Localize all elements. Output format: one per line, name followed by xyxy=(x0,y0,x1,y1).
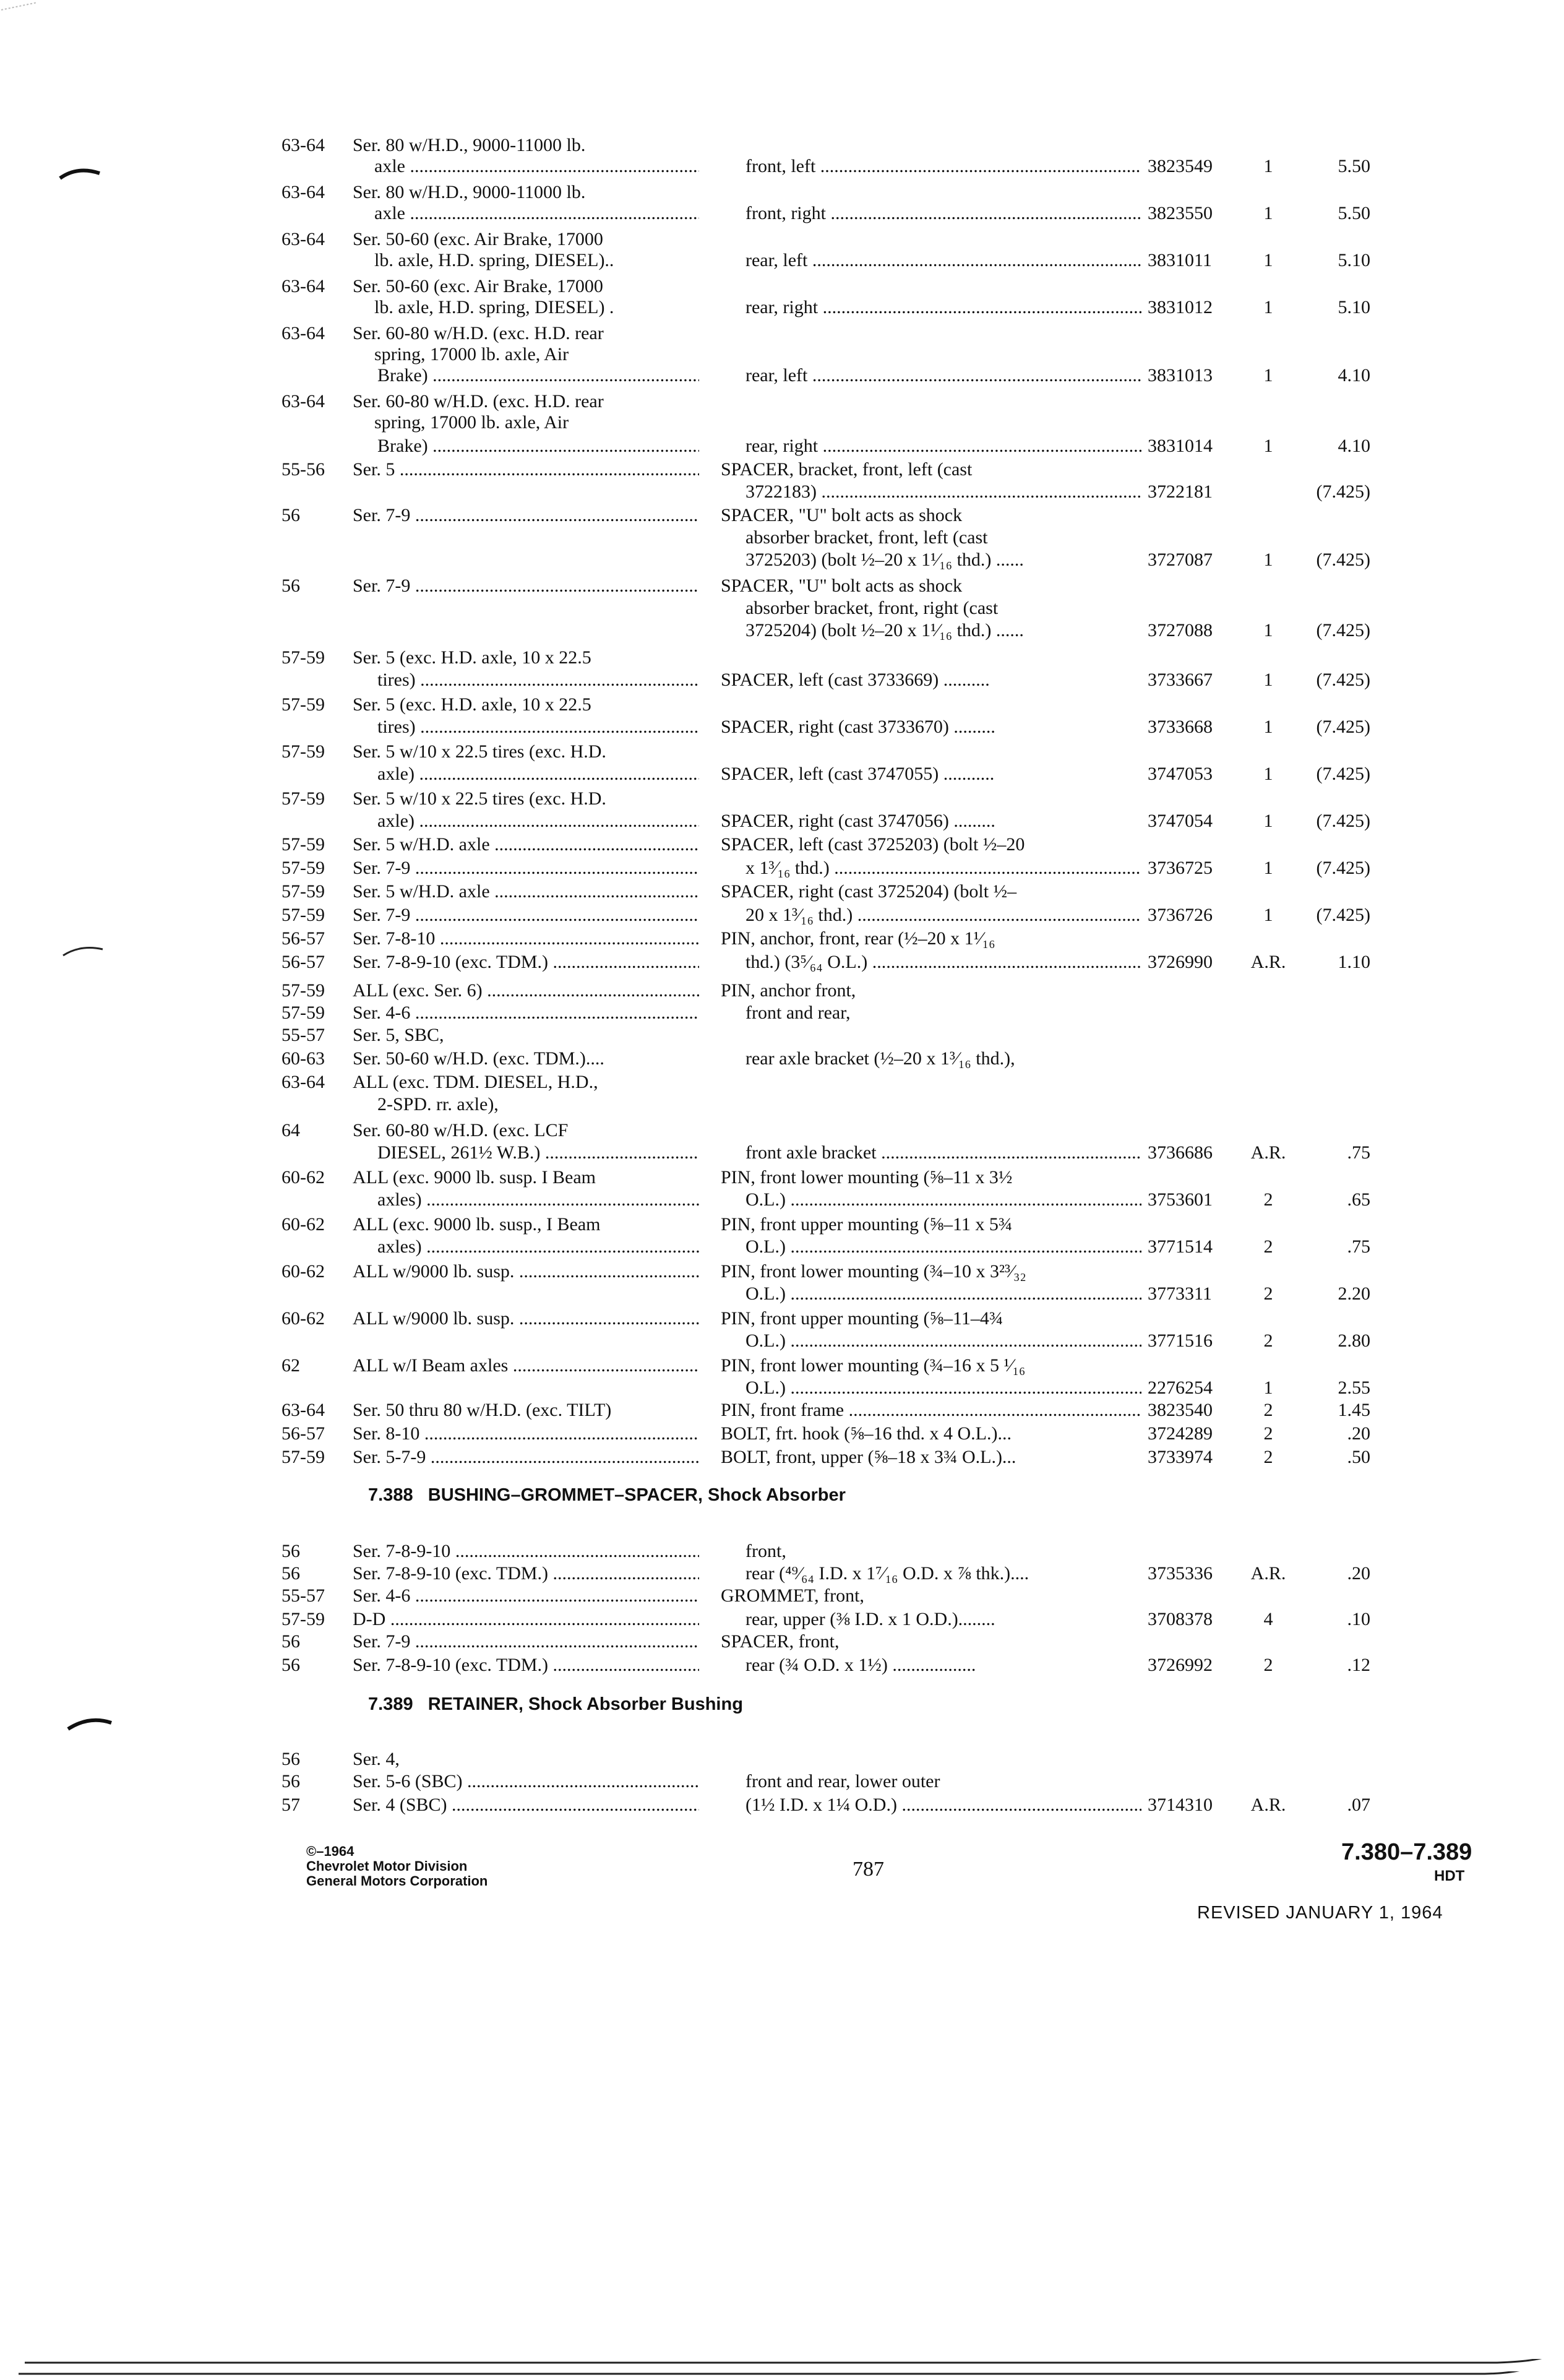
application-description: lb. axle, H.D. spring, DIESEL).. xyxy=(374,250,614,270)
application-description: tires) ..... xyxy=(377,670,699,691)
application-description: Ser. 5-6 (SBC) ..... xyxy=(353,1771,699,1792)
part-number: 3736725 xyxy=(1148,858,1213,878)
application-description: DIESEL, 261½ W.B.) ..... xyxy=(377,1142,699,1163)
application-description: Ser. 5 w/10 x 22.5 tires (exc. H.D. xyxy=(353,741,606,762)
quantity: 1 xyxy=(1263,156,1273,176)
price: (7.425) xyxy=(1316,717,1370,737)
model-years: 60-62 xyxy=(281,1308,325,1329)
part-description: PIN, anchor front, xyxy=(721,980,856,1001)
section-subtitle: Shock Absorber xyxy=(708,1485,846,1505)
application-description: D-D ..... xyxy=(353,1609,699,1630)
part-description: PIN, front lower mounting (¾–16 x 5 ¹⁄₁₆ xyxy=(721,1355,1026,1376)
part-description: PIN, anchor, front, rear (½–20 x 1¹⁄₁₆ xyxy=(721,928,995,949)
quantity: 1 xyxy=(1263,670,1273,690)
copyright-block xyxy=(306,1844,488,1889)
part-number: 3823540 xyxy=(1148,1400,1213,1420)
model-years: 56 xyxy=(281,505,300,525)
part-description: SPACER, "U" bolt acts as shock xyxy=(721,576,963,596)
model-years: 57-59 xyxy=(281,1609,325,1629)
part-number: 3771514 xyxy=(1148,1236,1213,1257)
part-description: 3725204) (bolt ½–20 x 1¹⁄₁₆ thd.) ...... xyxy=(745,620,1024,640)
part-number: 3831013 xyxy=(1148,365,1213,386)
model-years: 57-59 xyxy=(281,858,325,878)
application-description: Ser. 7-8-9-10 (exc. TDM.) ..... xyxy=(353,952,699,973)
part-description: (1½ I.D. x 1¼ O.D.) ..... xyxy=(745,1795,1141,1816)
part-number: 3753601 xyxy=(1148,1189,1213,1210)
application-description: Ser. 4-6 ..... xyxy=(353,1585,699,1606)
application-description: axles) ..... xyxy=(377,1236,699,1257)
price: .12 xyxy=(1347,1655,1370,1675)
copyright-year: ©–1964 xyxy=(306,1843,354,1859)
quantity: A.R. xyxy=(1250,1142,1286,1163)
price: .75 xyxy=(1347,1236,1370,1257)
model-years: 57-59 xyxy=(281,980,325,1001)
part-description: front axle bracket ..... xyxy=(745,1142,1141,1163)
quantity: 1 xyxy=(1263,436,1273,456)
part-description: O.L.) ..... xyxy=(745,1330,1141,1352)
price: .10 xyxy=(1347,1609,1370,1629)
application-description: ALL (exc. 9000 lb. susp., I Beam xyxy=(353,1214,601,1235)
model-years: 63-64 xyxy=(281,135,325,155)
corporation-name: General Motors Corporation xyxy=(306,1873,488,1889)
part-description: front, xyxy=(745,1541,786,1561)
application-description: Ser. 7-8-9-10 (exc. TDM.) ..... xyxy=(353,1563,699,1584)
catalog-code: HDT xyxy=(1434,1868,1465,1884)
quantity: 1 xyxy=(1263,1378,1273,1398)
part-number: 3724289 xyxy=(1148,1423,1213,1444)
part-description: O.L.) ..... xyxy=(745,1378,1141,1399)
application-description: Ser. 7-9 ..... xyxy=(353,858,699,879)
section-number: 7.389 xyxy=(368,1694,413,1714)
price: 2.55 xyxy=(1338,1378,1370,1398)
section-title: RETAINER, xyxy=(428,1694,523,1714)
price: 5.10 xyxy=(1338,297,1370,317)
model-years: 56-57 xyxy=(281,928,325,949)
quantity: 1 xyxy=(1263,365,1273,386)
price: (7.425) xyxy=(1316,670,1370,690)
price: .07 xyxy=(1347,1795,1370,1815)
part-description: PIN, front frame ..... xyxy=(721,1400,1141,1421)
section-heading-7388 xyxy=(368,1485,846,1506)
application-description: Ser. 80 w/H.D., 9000-11000 lb. xyxy=(353,182,586,202)
quantity: 1 xyxy=(1263,250,1273,270)
application-description: Ser. 5 w/H.D. axle ..... xyxy=(353,834,699,855)
quantity: 2 xyxy=(1263,1423,1273,1444)
price: (7.425) xyxy=(1316,550,1370,570)
application-description: Ser. 7-9 ..... xyxy=(353,905,699,926)
part-number: 3773311 xyxy=(1148,1283,1212,1304)
part-description: rear axle bracket (½–20 x 1³⁄₁₆ thd.), xyxy=(745,1048,1015,1069)
application-description: axles) ..... xyxy=(377,1189,699,1210)
model-years: 63-64 xyxy=(281,1072,325,1092)
section-heading-7389 xyxy=(368,1694,743,1715)
application-description: Ser. 50-60 (exc. Air Brake, 17000 xyxy=(353,229,603,249)
part-description: PIN, front upper mounting (⅝–11 x 5¾ xyxy=(721,1214,1013,1235)
part-description: PIN, front lower mounting (¾–10 x 3²³⁄₃₂ xyxy=(721,1261,1026,1282)
price: 5.50 xyxy=(1338,156,1370,176)
quantity: 2 xyxy=(1263,1189,1273,1210)
revised-date: REVISED JANUARY 1, 1964 xyxy=(1197,1903,1443,1923)
model-years: 56 xyxy=(281,1631,300,1652)
part-description: SPACER, left (cast 3733669) .......... xyxy=(721,670,990,690)
part-number: 3823549 xyxy=(1148,156,1213,176)
bottom-rule xyxy=(0,2352,1564,2358)
price: (7.425) xyxy=(1316,905,1370,925)
model-years: 56 xyxy=(281,576,300,596)
application-description: Ser. 5, SBC, xyxy=(353,1025,444,1045)
quantity: A.R. xyxy=(1250,1795,1286,1815)
part-description: SPACER, front, xyxy=(721,1631,840,1652)
part-number: 3831014 xyxy=(1148,436,1213,456)
application-description: ALL w/9000 lb. susp. ..... xyxy=(353,1308,699,1329)
quantity: 1 xyxy=(1263,905,1273,925)
section-subtitle: Shock Absorber Bushing xyxy=(528,1694,743,1714)
model-years: 57-59 xyxy=(281,647,325,668)
model-years: 63-64 xyxy=(281,229,325,249)
price: .20 xyxy=(1347,1423,1370,1444)
application-description: Ser. 50-60 w/H.D. (exc. TDM.).... xyxy=(353,1048,604,1069)
model-years: 56-57 xyxy=(281,952,325,972)
model-years: 56 xyxy=(281,1749,300,1769)
model-years: 63-64 xyxy=(281,276,325,296)
model-years: 57-59 xyxy=(281,741,325,762)
left-margin-mark xyxy=(62,939,105,958)
quantity: 1 xyxy=(1263,620,1273,640)
quantity: 2 xyxy=(1263,1236,1273,1257)
part-description: SPACER, right (cast 3725204) (bolt ½– xyxy=(721,881,1017,902)
application-description: axle ..... xyxy=(374,203,699,224)
application-description: Ser. 8-10 ..... xyxy=(353,1423,699,1444)
model-years: 55-57 xyxy=(281,1585,325,1606)
price: 2.80 xyxy=(1338,1330,1370,1351)
price: 1.10 xyxy=(1338,952,1370,972)
application-description: Ser. 7-8-9-10 ..... xyxy=(353,1541,699,1562)
model-years: 63-64 xyxy=(281,182,325,202)
price: (7.425) xyxy=(1316,811,1370,831)
part-description: BOLT, frt. hook (⅝–16 thd. x 4 O.L.)... xyxy=(721,1423,1012,1444)
model-years: 56 xyxy=(281,1655,300,1675)
part-description: front and rear, lower outer xyxy=(745,1771,940,1791)
bottom-rule-line xyxy=(25,2359,1559,2368)
part-description: GROMMET, front, xyxy=(721,1585,864,1606)
price: (7.425) xyxy=(1316,764,1370,784)
application-description: Ser. 5 (exc. H.D. axle, 10 x 22.5 xyxy=(353,694,591,715)
application-description: tires) ..... xyxy=(377,717,699,738)
application-description: lb. axle, H.D. spring, DIESEL) . xyxy=(374,297,614,317)
model-years: 60-62 xyxy=(281,1167,325,1188)
application-description: spring, 17000 lb. axle, Air xyxy=(374,412,569,433)
quantity: 2 xyxy=(1263,1330,1273,1351)
part-description: 3722183) ..... xyxy=(745,481,1141,502)
part-description: SPACER, bracket, front, left (cast xyxy=(721,459,973,480)
model-years: 56 xyxy=(281,1541,300,1561)
section-title: BUSHING–GROMMET–SPACER, xyxy=(428,1485,703,1505)
application-description: axle ..... xyxy=(374,156,699,177)
quantity: 2 xyxy=(1263,1655,1273,1675)
part-description: rear (⁴⁹⁄₆₄ I.D. x 1⁷⁄₁₆ O.D. x ⅞ thk.).... xyxy=(745,1563,1029,1584)
quantity: 1 xyxy=(1263,550,1273,570)
application-description: Ser. 7-9 ..... xyxy=(353,505,699,526)
price: (7.425) xyxy=(1316,620,1370,640)
part-number: 3747053 xyxy=(1148,764,1213,784)
application-description: axle) ..... xyxy=(377,764,699,785)
part-description: rear, right ..... xyxy=(745,436,1141,457)
price: 2.20 xyxy=(1338,1283,1370,1304)
model-years: 57-59 xyxy=(281,834,325,855)
model-years: 57-59 xyxy=(281,881,325,902)
application-description: Ser. 5-7-9 ..... xyxy=(353,1447,699,1468)
quantity: 2 xyxy=(1263,1400,1273,1420)
part-number: 3726992 xyxy=(1148,1655,1213,1675)
part-number: 3823550 xyxy=(1148,203,1213,223)
part-number: 3733974 xyxy=(1148,1447,1213,1467)
application-description: Ser. 4, xyxy=(353,1749,400,1769)
application-description: Ser. 5 (exc. H.D. axle, 10 x 22.5 xyxy=(353,647,591,668)
part-description: thd.) (3⁵⁄₆₄ O.L.) ..... xyxy=(745,952,1141,973)
part-description: SPACER, right (cast 3733670) ......... xyxy=(721,717,995,737)
part-description: rear, left ..... xyxy=(745,250,1141,271)
part-description: PIN, front lower mounting (⅝–11 x 3½ xyxy=(721,1167,1013,1188)
application-description: Ser. 5 ..... xyxy=(353,459,699,480)
price: 4.10 xyxy=(1338,365,1370,386)
part-description: SPACER, right (cast 3747056) ......... xyxy=(721,811,995,831)
application-description: 2-SPD. rr. axle), xyxy=(377,1094,499,1115)
part-description: rear, upper (⅜ I.D. x 1 O.D.)........ xyxy=(745,1609,995,1629)
part-number: 2276254 xyxy=(1148,1378,1213,1398)
model-years: 63-64 xyxy=(281,1400,325,1420)
top-left-scan-mark xyxy=(0,0,49,12)
quantity: 1 xyxy=(1263,764,1273,784)
quantity: 1 xyxy=(1263,811,1273,831)
application-description: Brake) ..... xyxy=(377,436,699,457)
quantity: A.R. xyxy=(1250,1563,1286,1584)
application-description: ALL (exc. TDM. DIESEL, H.D., xyxy=(353,1072,598,1092)
left-margin-mark xyxy=(59,162,102,181)
part-description: absorber bracket, front, left (cast xyxy=(745,527,988,548)
section-number: 7.388 xyxy=(368,1485,413,1505)
model-years: 57-59 xyxy=(281,694,325,715)
part-number: 3714310 xyxy=(1148,1795,1213,1815)
part-number: 3831012 xyxy=(1148,297,1213,317)
model-years: 57-59 xyxy=(281,905,325,925)
price: .50 xyxy=(1347,1447,1370,1467)
part-description: absorber bracket, front, right (cast xyxy=(745,598,999,618)
part-number: 3722181 xyxy=(1148,481,1213,502)
part-description: x 1³⁄₁₆ thd.) ..... xyxy=(745,858,1141,879)
part-description: 20 x 1³⁄₁₆ thd.) ..... xyxy=(745,905,1141,926)
price: .75 xyxy=(1347,1142,1370,1163)
quantity: 4 xyxy=(1263,1609,1273,1629)
part-description: SPACER, left (cast 3725203) (bolt ½–20 xyxy=(721,834,1025,855)
model-years: 56-57 xyxy=(281,1423,325,1444)
application-description: Ser. 7-9 ..... xyxy=(353,1631,699,1652)
model-years: 55-57 xyxy=(281,1025,325,1045)
price: 4.10 xyxy=(1338,436,1370,456)
part-description: 3725203) (bolt ½–20 x 1¹⁄₁₆ thd.) ...... xyxy=(745,550,1024,570)
application-description: axle) ..... xyxy=(377,811,699,832)
part-number: 3747054 xyxy=(1148,811,1213,831)
application-description: Ser. 4 (SBC) ..... xyxy=(353,1795,699,1816)
part-number: 3708378 xyxy=(1148,1609,1213,1629)
application-description: ALL (exc. 9000 lb. susp. I Beam xyxy=(353,1167,596,1188)
left-margin-mark xyxy=(67,1713,116,1731)
page-number: 787 xyxy=(853,1858,884,1881)
application-description: Ser. 60-80 w/H.D. (exc. LCF xyxy=(353,1120,569,1140)
model-years: 63-64 xyxy=(281,391,325,412)
quantity: 2 xyxy=(1263,1447,1273,1467)
application-description: Ser. 5 w/H.D. axle ..... xyxy=(353,881,699,902)
application-description: Ser. 60-80 w/H.D. (exc. H.D. rear xyxy=(353,391,604,412)
price: 5.50 xyxy=(1338,203,1370,223)
quantity: 1 xyxy=(1263,203,1273,223)
application-description: Ser. 80 w/H.D., 9000-11000 lb. xyxy=(353,135,586,155)
model-years: 63-64 xyxy=(281,323,325,343)
application-description: Ser. 50-60 (exc. Air Brake, 17000 xyxy=(353,276,603,296)
application-description: Ser. 60-80 w/H.D. (exc. H.D. rear xyxy=(353,323,604,343)
part-number: 3733667 xyxy=(1148,670,1213,690)
quantity: 1 xyxy=(1263,717,1273,737)
quantity: 1 xyxy=(1263,858,1273,878)
model-years: 55-56 xyxy=(281,459,325,480)
application-description: Ser. 5 w/10 x 22.5 tires (exc. H.D. xyxy=(353,788,606,809)
model-years: 57-59 xyxy=(281,1002,325,1023)
part-description: SPACER, left (cast 3747055) ........... xyxy=(721,764,995,784)
model-years: 57 xyxy=(281,1795,300,1815)
part-description: rear (¾ O.D. x 1½) .................. xyxy=(745,1655,976,1675)
model-years: 56 xyxy=(281,1771,300,1791)
part-number: 3736686 xyxy=(1148,1142,1213,1163)
application-description: Ser. 4-6 ..... xyxy=(353,1002,699,1024)
part-number: 3726990 xyxy=(1148,952,1213,972)
part-description: rear, right ..... xyxy=(745,297,1141,318)
price: 1.45 xyxy=(1338,1400,1370,1420)
part-number: 3727088 xyxy=(1148,620,1213,640)
model-years: 57-59 xyxy=(281,788,325,809)
part-description: PIN, front upper mounting (⅝–11–4¾ xyxy=(721,1308,1003,1329)
application-description: ALL w/I Beam axles ..... xyxy=(353,1355,699,1376)
part-number: 3727087 xyxy=(1148,550,1213,570)
model-years: 57-59 xyxy=(281,1447,325,1467)
part-description: front, left ..... xyxy=(745,156,1141,177)
price: .65 xyxy=(1347,1189,1370,1210)
part-description: O.L.) ..... xyxy=(745,1236,1141,1257)
application-description: ALL (exc. Ser. 6) ..... xyxy=(353,980,699,1001)
price: .20 xyxy=(1347,1563,1370,1584)
application-description: Ser. 7-8-9-10 (exc. TDM.) ..... xyxy=(353,1655,699,1676)
part-number: 3733668 xyxy=(1148,717,1213,737)
model-years: 60-63 xyxy=(281,1048,325,1069)
part-description: SPACER, "U" bolt acts as shock xyxy=(721,505,963,525)
application-description: Ser. 7-9 ..... xyxy=(353,576,699,597)
price: (7.425) xyxy=(1316,858,1370,878)
application-description: spring, 17000 lb. axle, Air xyxy=(374,344,569,364)
part-description: front and rear, xyxy=(745,1002,851,1023)
bottom-rule-full xyxy=(19,2371,1528,2380)
part-description: front, right ..... xyxy=(745,203,1141,224)
application-description: Brake) ..... xyxy=(377,365,699,386)
part-description: O.L.) ..... xyxy=(745,1189,1141,1210)
part-description: BOLT, front, upper (⅝–18 x 3¾ O.L.)... xyxy=(721,1447,1016,1467)
part-number: 3736726 xyxy=(1148,905,1213,925)
price: 5.10 xyxy=(1338,250,1370,270)
model-years: 60-62 xyxy=(281,1261,325,1282)
section-range: 7.380–7.389 xyxy=(1341,1839,1472,1865)
part-number: 3831011 xyxy=(1148,250,1212,270)
model-years: 56 xyxy=(281,1563,300,1584)
part-number: 3735336 xyxy=(1148,1563,1213,1584)
model-years: 62 xyxy=(281,1355,300,1376)
part-number: 3771516 xyxy=(1148,1330,1213,1351)
part-description: O.L.) ..... xyxy=(745,1283,1141,1304)
application-description: Ser. 7-8-10 ..... xyxy=(353,928,699,949)
application-description: Ser. 50 thru 80 w/H.D. (exc. TILT) xyxy=(353,1400,612,1420)
price: (7.425) xyxy=(1316,481,1370,502)
division-name: Chevrolet Motor Division xyxy=(306,1858,468,1874)
quantity: 2 xyxy=(1263,1283,1273,1304)
model-years: 60-62 xyxy=(281,1214,325,1235)
model-years: 64 xyxy=(281,1120,300,1140)
application-description: ALL w/9000 lb. susp. ..... xyxy=(353,1261,699,1282)
part-description: rear, left ..... xyxy=(745,365,1141,386)
quantity: A.R. xyxy=(1250,952,1286,972)
quantity: 1 xyxy=(1263,297,1273,317)
